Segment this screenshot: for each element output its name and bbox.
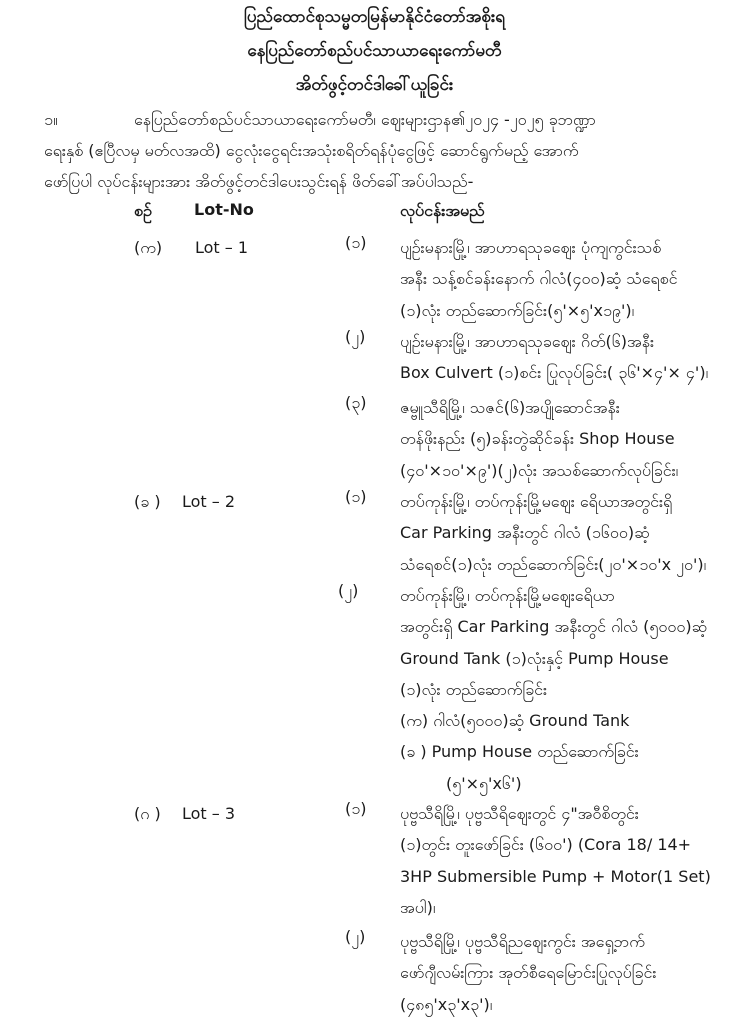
item-number: (၁) [345,799,367,818]
work-item-line: ဖော်ဂျီလမ်းကြား အုတ်စီရေမြောင်းပြုလုပ်ခြင်း [400,963,657,983]
item-number: (၁) [345,487,367,506]
work-item-line: ပျဉ်းမနားမြို့၊ အာဟာရသုခဈေး ပုံကျကွင်းသစ် [400,238,662,257]
work-item-line: ပျဉ်းမနားမြို့၊ အာဟာရသုခဈေး ဂိတ်(၆)အနီး [400,332,655,351]
column-header-work: လုပ်ငန်းအမည် [400,201,485,220]
work-item-line: အနီး သန့်စင်ခန်းနောက် ဂါလံ(၄၀၀)ဆံ့ သံရေစင် [400,269,678,289]
work-item-line: Box Culvert (၁)စင်း ပြုလုပ်ခြင်း( ၃၆'×၄'× ၄')၊ [400,363,709,383]
header-line-1: ပြည်ထောင်စုသမ္မတမြန်မာနိုင်ငံတော်အစိုးရ [243,7,506,27]
item-number: (၂) [345,927,366,946]
lot-number: Lot – 3 [182,804,236,823]
work-item-line: (၄၈၅'x၃'x၃')၊ [400,994,493,1014]
lot-number: Lot – 1 [195,238,249,257]
intro-line: ရေးနှစ် (ဧပြီလမှ မတ်လအထိ) ငွေလုံးငွေရင်းအသုံးစရိတ်ရန်ပုံငွေဖြင့် ဆောင်ရွက်မည့် အောက် [44,141,579,160]
work-item-line: (ခ ) Pump House တည်ဆောက်ခြင်း [400,742,639,762]
work-item-line: (၁)တွင်း တူးဖော်ခြင်း (၆၀၀') (Cora 18/ 14+ [400,835,692,855]
work-item [400,392,732,486]
intro-paragraph [44,104,732,197]
work-item-line: ဇမ္ဗူသီရိမြို့၊ သဇင်(၆)အပျိုဆောင်အနီး [400,398,620,417]
work-item-line: Ground Tank (၁)လုံးနှင့် Pump House [400,648,669,668]
work-item-line: (၁)လုံး တည်ဆောက်ခြင်း(၅'×၅'x၁၉')၊ [400,300,635,320]
work-item-line: အပါ)၊ [400,897,436,917]
work-item-line: (၄၀'×၁၀'×၉')(၂)လုံး အသစ်ဆောက်လုပ်ခြင်း၊ [400,460,679,480]
item-number: (၂) [345,327,366,346]
intro-line: နေပြည်တော်စည်ပင်သာယာရေးကော်မတီ၊ ဈေးများဌာန၏၂၀၂၄ -၂၀၂၅ ခုဘဏ္ဍာ [134,110,596,129]
header-line-2: နေပြည်တော်စည်ပင်သာယာရေးကော်မတီ [247,41,502,61]
lot-serial: (ဂ ) [134,804,161,823]
work-item-line: Car Parking အနီးတွင် ဂါလံ (၁၆၀၀)ဆံ့ [400,523,650,543]
work-item-line: အတွင်းရှိ Car Parking အနီးတွင် ဂါလံ (၅၀၀၀)ဆံ့ [400,617,708,637]
paragraph-number: ၁။ [44,110,58,129]
item-number: (၃) [345,393,367,412]
header-line-3: အိတ်ဖွင့်တင်ဒါခေါ်ယူခြင်း [295,75,454,95]
work-item [400,326,732,389]
work-item [400,798,732,923]
column-header-lot: Lot-No [194,200,254,219]
work-item-line: (၅'×၅'x၆') [446,773,522,793]
lot-number: Lot – 2 [182,492,236,511]
intro-line: ဖော်ပြပါ လုပ်ငန်းများအား အိတ်ဖွင့်တင်ဒါပေးသွင်းရန် ဖိတ်ခေါ်အပ်ပါသည်- [44,172,474,191]
work-item-line: သံရေစင်(၁)လုံး တည်ဆောက်ခြင်း(၂၀'×၁၀'x ၂၀')၊ [400,554,707,574]
work-item-line: တန်ဖိုးနည်း (၅)ခန်းတွဲဆိုင်ခန်း Shop House [400,429,675,449]
work-item-line: တပ်ကုန်းမြို့၊ တပ်ကုန်းမြို့မဈေး ရေိယာအတွင်းရှိ [400,492,673,511]
lot-serial: (က) [134,238,163,257]
work-item-line: ပုဗ္ဗသီရိမြို့၊ ပုဗ္ဗသီရိညဈေးကွင်း အရှေ့ဘက် [400,932,645,951]
lot-serial: (ခ ) [134,492,161,511]
work-item [400,486,732,580]
work-item-line: (၁)လုံး တည်ဆောက်ခြင်း [400,679,548,699]
work-item [400,926,732,1020]
work-item-line: ပုဗ္ဗသီရိမြို့၊ ပုဗ္ဗသီရိဈေးတွင် ၄"အဝီစိတွင်း [400,804,639,823]
column-header-serial: စဉ် [134,201,152,220]
work-item [400,232,732,326]
work-item-line: (က) ဂါလံ(၅၀၀၀)ဆံ့ Ground Tank [400,711,630,731]
work-item-line: 3HP Submersible Pump + Motor(1 Set) [400,866,711,886]
item-number: (၁) [345,233,367,252]
item-number: (၂) [338,581,359,600]
work-item [400,580,732,799]
work-item-line: တပ်ကုန်းမြို့၊ တပ်ကုန်းမြို့မဈေးရေိယာ [400,586,615,605]
